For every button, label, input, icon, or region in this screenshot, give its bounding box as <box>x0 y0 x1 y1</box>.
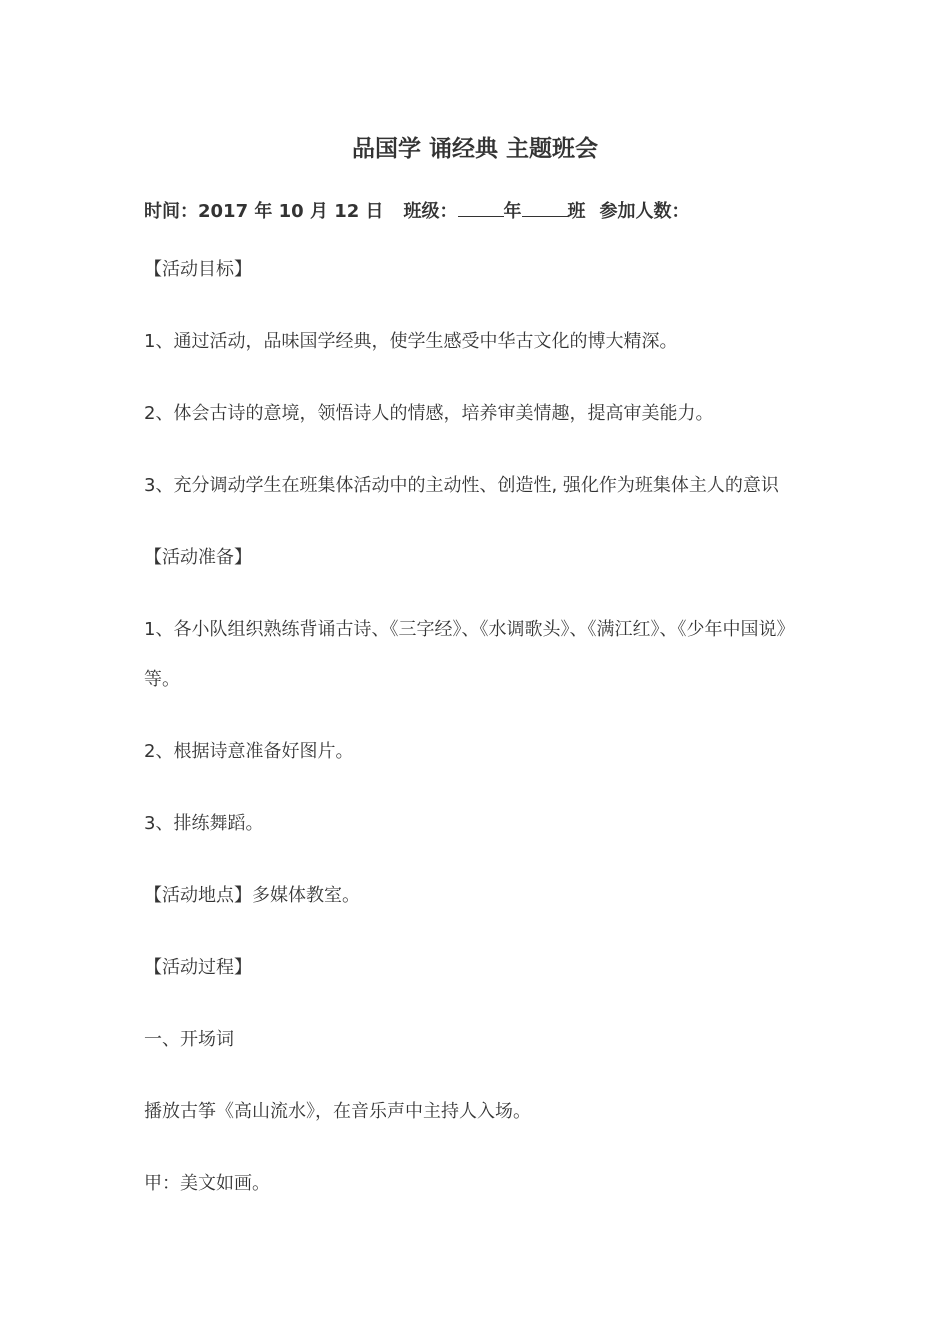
class-label: 班级： <box>403 201 458 222</box>
participants-label: 参加人数： <box>599 201 690 222</box>
year-suffix: 年 <box>503 201 522 222</box>
goals-heading: 【活动目标】 <box>144 259 252 280</box>
time-label: 时间： <box>144 201 198 222</box>
goal-item-2: 2、体会古诗的意境，领悟诗人的情感，培养审美情趣，提高审美能力。 <box>144 403 714 424</box>
process-line-2: 甲：美文如画。 <box>144 1173 270 1194</box>
process-line-1: 播放古筝《高山流水》，在音乐声中主持人入场。 <box>144 1101 531 1122</box>
goal-item-3: 3、充分调动学生在班集体活动中的主动性、创造性, 强化作为班集体主人的意识 <box>144 475 779 496</box>
process-heading: 【活动过程】 <box>144 957 252 978</box>
meeting-info-line <box>144 196 690 225</box>
meeting-date: 2017 年 10 月 12 日 <box>198 201 384 222</box>
goal-item-1: 1、通过活动，品味国学经典，使学生感受中华古文化的博大精深。 <box>144 331 678 352</box>
preparation-item-1: 1、各小队组织熟练背诵古诗、《三字经》、《水调歌头》、《满江红》、《少年中国说》 <box>144 619 795 640</box>
grade-blank <box>458 196 504 217</box>
process-section-1: 一、开场词 <box>144 1029 234 1050</box>
class-suffix: 班 <box>567 201 586 222</box>
preparation-heading: 【活动准备】 <box>144 547 252 568</box>
document-title: 品国学 诵经典 主题班会 <box>351 136 598 162</box>
preparation-item-2: 2、根据诗意准备好图片。 <box>144 741 354 762</box>
class-blank <box>522 196 568 217</box>
location-line: 【活动地点】多媒体教室。 <box>144 885 360 906</box>
preparation-item-1-continued: 等。 <box>144 669 180 690</box>
preparation-item-3: 3、排练舞蹈。 <box>144 813 264 834</box>
